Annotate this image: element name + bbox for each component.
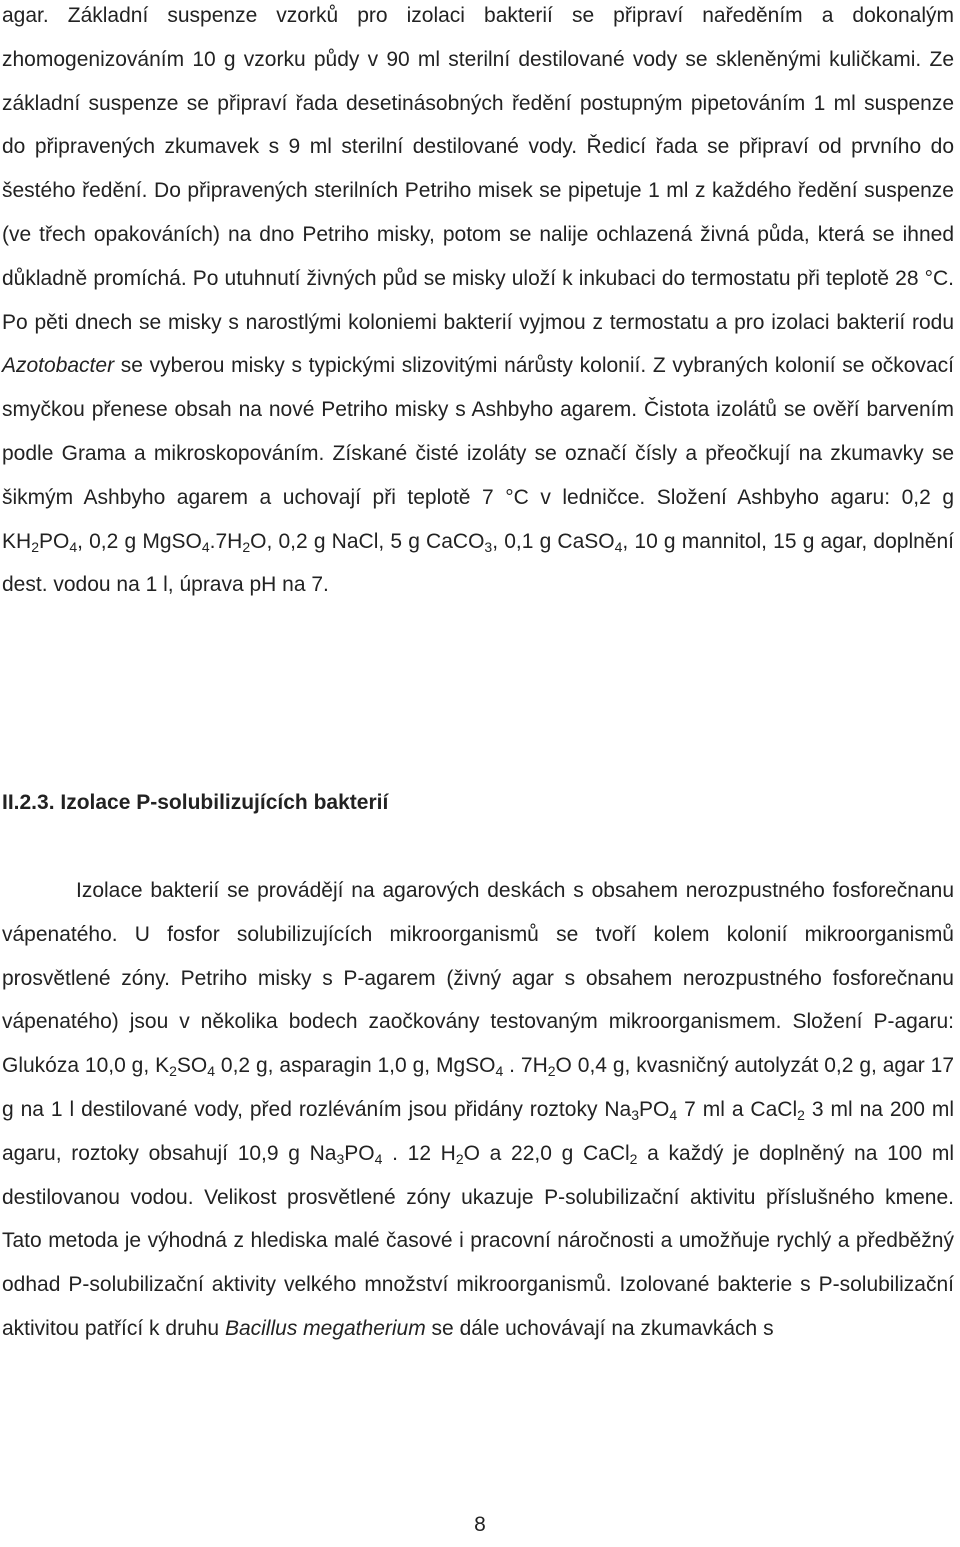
subscript: 4	[207, 1063, 216, 1080]
text-run: PO	[344, 1141, 375, 1165]
text-run: . 7H	[503, 1054, 548, 1078]
subscript: 4	[69, 538, 78, 555]
subscript: 2	[797, 1106, 805, 1123]
text-run: O, 0,2 g NaCl, 5 g CaCO	[250, 529, 485, 553]
paragraph-p-solubilizing	[2, 869, 954, 1351]
text-run: Izolace bakterií se provádějí na agarových deskách s obsahem nerozpustného fosforečnanu vápenatého. U fosfor solubilizujících mikroorganismů se tvoří kolem kolonií mikroorganismů prosvětlené zóny. Petriho misky s P-agarem (živný agar s obsahem nerozpustného fosforečnanu vápenatého) jsou v několika bodech zaočkovány testovaným mikroorganismem. Složení P-agaru: Glukóza 10,0 g, K	[2, 879, 954, 1078]
subscript: 2	[169, 1063, 177, 1080]
subscript: 4	[614, 538, 623, 555]
subscript: 2	[242, 538, 251, 555]
text-run: , 10 g mannitol, 15 g agar, doplnění dest. vodou na 1 l, úprava pH na 7.	[2, 529, 954, 597]
text-run: a každý je doplněný na 100 ml destilovanou vodou. Velikost prosvětlené zóny ukazuje P-solubilizační aktivitu příslušného kmene. Tato metoda je výhodná z hlediska malé časové i pracovní náročnosti a umožňuje rychlý a předběžný odhad P-solubilizační aktivity velkého množství mikroorganismů. Izolované bakterie s P-solubilizační aktivitou patřící k druhu	[2, 1141, 954, 1340]
page-number: 8	[474, 1513, 486, 1536]
text-run: O a 22,0 g CaCl	[463, 1141, 630, 1165]
text-run: , 0,2 g MgSO	[77, 529, 202, 553]
subscript: 3	[484, 538, 493, 555]
section-heading: II.2.3. Izolace P-solubilizujících bakterií	[2, 791, 389, 814]
subscript: 3	[336, 1150, 345, 1167]
genus-name: Azotobacter	[2, 354, 115, 378]
subscript: 2	[455, 1150, 464, 1167]
text-run: SO	[176, 1054, 208, 1078]
subscript: 2	[629, 1150, 638, 1167]
text-run: 0,2 g, asparagin 1,0 g, MgSO	[215, 1054, 496, 1078]
text-run: 3 ml na 200 ml agaru, roztoky obsahují 10,9 g Na	[2, 1097, 954, 1165]
subscript: 4	[495, 1063, 504, 1080]
text-run: .7H	[209, 529, 243, 553]
subscript: 2	[547, 1063, 556, 1080]
subscript: 4	[374, 1150, 383, 1167]
text-run: PO	[639, 1097, 670, 1121]
text-run: , 0,1 g CaSO	[492, 529, 615, 553]
subscript: 3	[631, 1106, 640, 1123]
text-run: 7 ml a CaCl	[677, 1097, 798, 1121]
text-run: . 12 H	[382, 1141, 456, 1165]
subscript: 4	[669, 1106, 678, 1123]
text-run: O 0,4 g, kvasničný autolyzát 0,2 g, agar 17 g na 1 l destilované vody, před rozléváním jsou přidány roztoky Na	[2, 1054, 955, 1121]
paragraph-ashby-agar	[2, 0, 954, 607]
text-run: agar. Základní suspenze vzorků pro izolaci bakterií se připraví naředěním a dokonalým zhomogenizováním 10 g vzorku půdy v 90 ml sterilní destilované vody se skleněnými kuličkami. Ze základní suspenze se připraví řada desetinásobných ředění postupným pipetováním 1 ml suspenze do připravených zkumavek s 9 ml sterilní destilované vody. Ředicí řada se připraví od prvního do šestého ředění. Do připravených sterilních Petriho misek se pipetuje 1 ml z každého ředění suspenze (ve třech opakováních) na dno Petriho misky, potom se nalije ochlazená živná půda, která se ihned důkladně promíchá. Po utuhnutí živných půd se misky uloží k inkubaci do termostatu při teplotě 28 °C. Po pěti dnech se misky s narostlými koloniemi bakterií vyjmou z termostatu a pro izolaci bakterií rodu	[2, 4, 954, 334]
subscript: 2	[31, 538, 39, 555]
text-run: se vyberou misky s typickými slizovitými nárůsty kolonií. Z vybraných kolonií se očkovací smyčkou přenese obsah na nové Petriho misky s Ashbyho agarem. Čistota izolátů se ověří barvením podle Grama a mikroskopováním. Získané čisté izoláty se označí čísly a přeočkují na zkumavky se šikmým Ashbyho agarem a uchovají při teplotě 7 °C v ledničce. Složení Ashbyho agaru: 0,2 g KH	[2, 354, 954, 553]
species-name: Bacillus megatherium	[224, 1316, 426, 1340]
subscript: 4	[201, 538, 210, 555]
text-run: se dále uchovávají na zkumavkách s	[425, 1316, 774, 1340]
text-run: PO	[38, 529, 70, 553]
